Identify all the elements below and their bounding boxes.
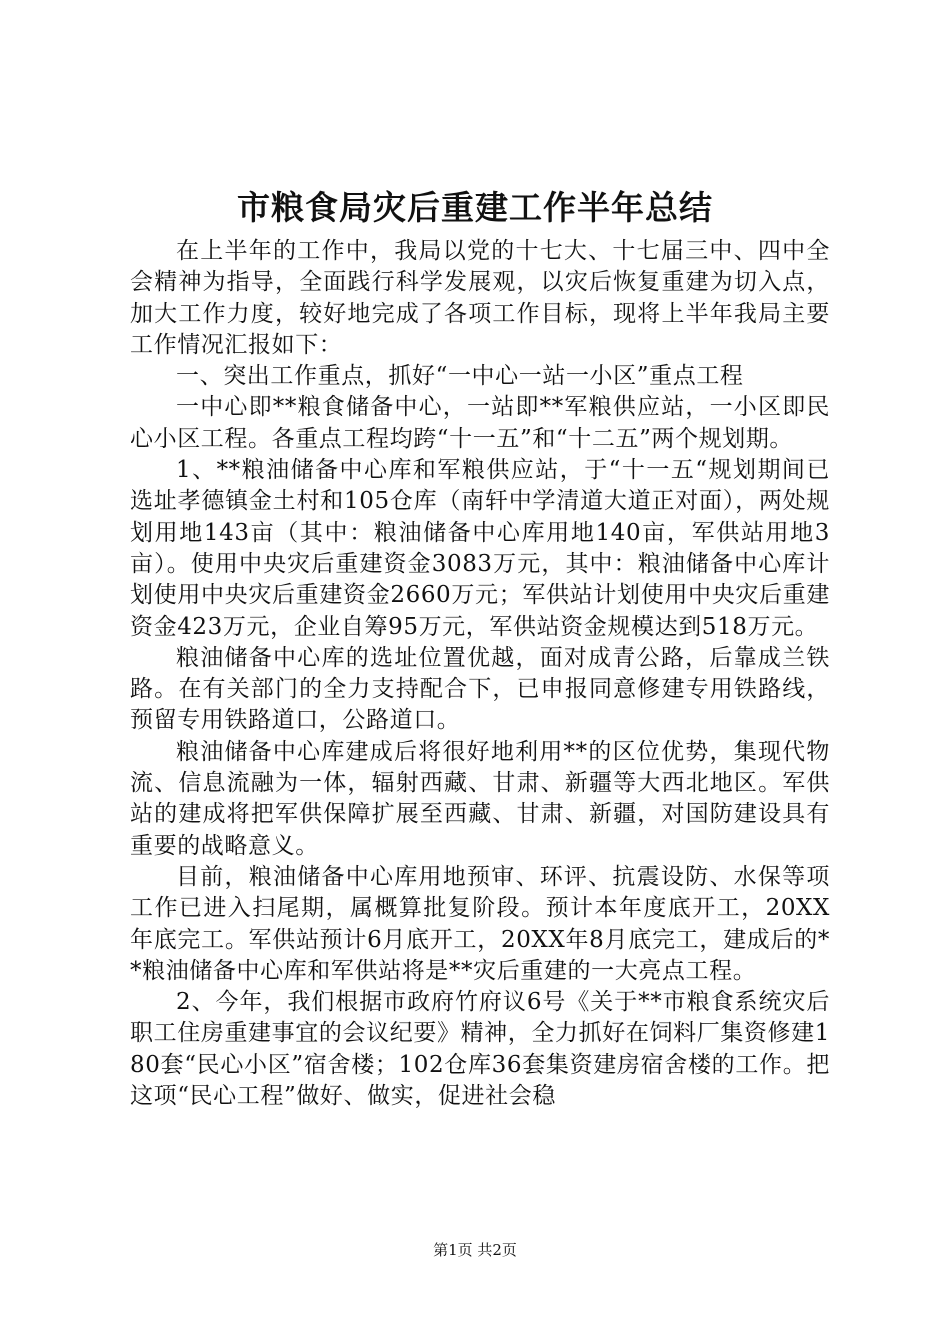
paragraph: 目前，粮油储备中心库用地预审、环评、抗震设防、水保等项工作已进入扫尾期，属概算批复阶段。预计本年度底开工，20XX年底完工。军供站预计6月底开工，20XX年8月底完工，建成后的**粮油储备中心库和军供站将是**灾后重建的一大亮点工程。 [130,863,830,984]
paragraph: 一中心即**粮食储备中心，一站即**军粮供应站，一小区即民心小区工程。各重点工程均跨“十一五”和“十二五”两个规划期。 [130,394,830,452]
paragraph: 2、今年，我们根据市政府竹府议6号《关于**市粮食系统灾后职工住房重建事宜的会议纪要》精神，全力抓好在饲料厂集资修建180套“民心小区”宿舍楼；102仓库36套集资建房宿舍楼的工作。把这项“民心工程”做好、做实，促进社会稳 [130,989,830,1110]
paragraph: 1、**粮油储备中心库和军粮供应站，于“十一五“规划期间已选址孝德镇金土村和105仓库（南轩中学清道大道正对面），两处规划用地143亩（其中：粮油储备中心库用地140亩，军供站用地3亩）。使用中央灾后重建资金3083万元，其中：粮油储备中心库计划使用中央灾后重建资金2660万元；军供站计划使用中央灾后重建资金423万元，企业自筹95万元，军供站资金规模达到518万元。 [130,457,830,640]
section-heading-1: 一、突出工作重点，抓好“一中心一站一小区”重点工程 [176,363,744,390]
paragraph-intro: 在上半年的工作中，我局以党的十七大、十七届三中、四中全会精神为指导，全面践行科学发展观，以灾后恢复重建为切入点，加大工作力度，较好地完成了各项工作目标，现将上半年我局主要工作情况汇报如下： [130,238,830,358]
document-body [130,236,830,1112]
document-title: 市粮食局灾后重建工作半年总结 [237,188,713,227]
paragraph: 粮油储备中心库的选址位置优越，面对成青公路，后靠成兰铁路。在有关部门的全力支持配合下，已申报同意修建专用铁路线，预留专用铁路道口，公路道口。 [130,644,830,734]
page-footer: 第1页 共2页 [433,1241,517,1259]
paragraph: 粮油储备中心库建成后将很好地利用**的区位优势，集现代物流、信息流融为一体，辐射西藏、甘肃、新疆等大西北地区。军供站的建成将把军供保障扩展至西藏、甘肃、新疆，对国防建设具有重要的战略意义。 [130,738,830,859]
